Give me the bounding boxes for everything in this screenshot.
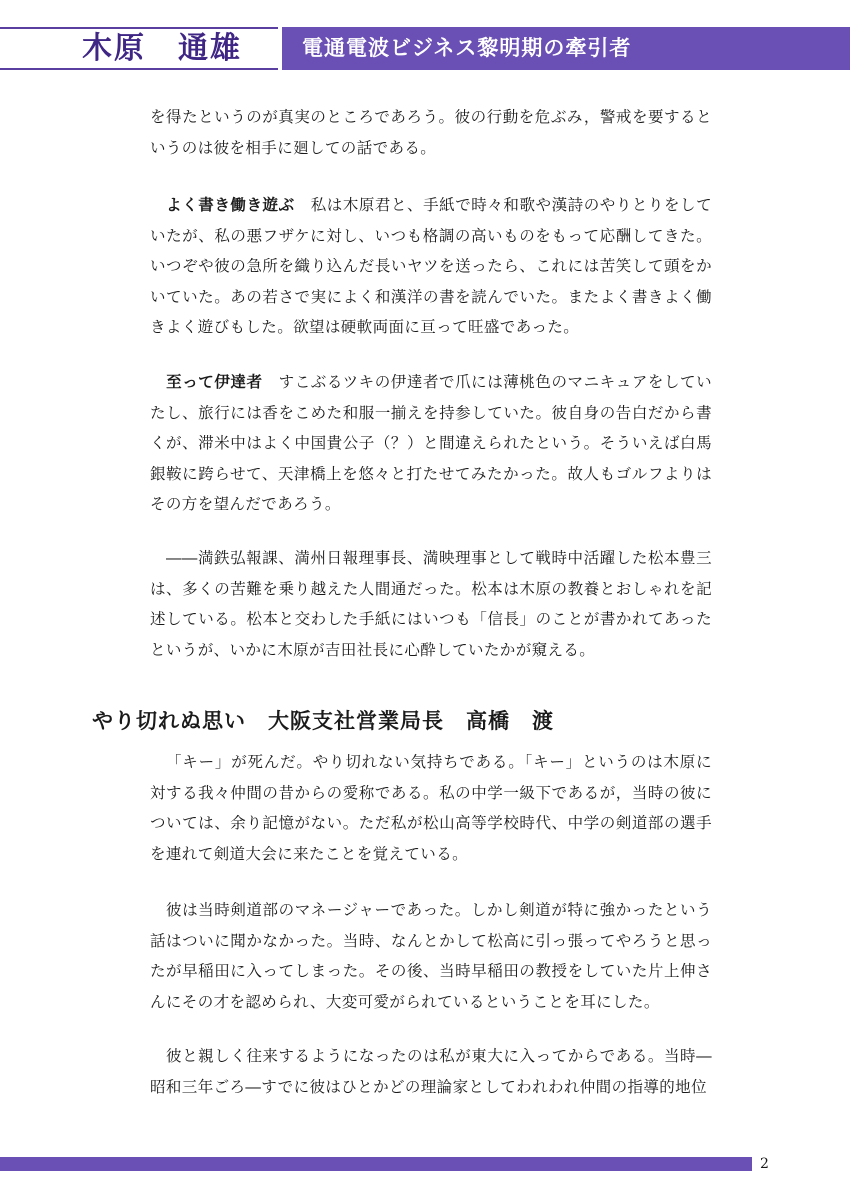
page-header [0, 27, 850, 70]
paragraph-text: 私は木原君と、手紙で時々和歌や漢詩のやりとりをしていたが、私の悪フザケに対し、いつも格調の高いものをもって応酬してきた。いつぞや彼の急所を織り込んだ長いヤツを送ったら、これには苦笑して頭をかいていた。あの若さで実によく和漢洋の書を読んでいた。またよく書きよく働きよく遊びもした。欲望は硬軟両面に亘って旺盛であった。 [150, 196, 713, 336]
section-paragraph-3 [150, 1041, 712, 1102]
paragraph-text: 彼は当時剣道部のマネージャーであった。しかし剣道が特に強かったという話はついに聞かなかった。当時、なんとかして松高に引っ張ってやろうと思ったが早稲田に入ってしまった。その後、当時早稲田の教授をしていた片上伸さんにその才を認められ、大変可愛がられているということを耳にした。 [150, 901, 712, 1011]
paragraph-write-work-play [150, 190, 712, 343]
paragraph-matsumoto [150, 543, 712, 665]
paragraph-text: を得たというのが真実のところであろう。彼の行動を危ぶみ，警戒を要するというのは彼を相手に廻しての話である。 [150, 108, 712, 157]
paragraph-text: 「キー」が死んだ。やり切れない気持ちである。「キー」というのは木原に対する我々仲間の昔からの愛称である。私の中学一級下であるが，当時の彼については、余り記憶がない。ただ私が松山高等学校時代、中学の剣道部の選手を連れて剣道大会に来たことを覚えている。 [150, 753, 712, 863]
page-number: 2 [760, 1156, 769, 1172]
paragraph-dandy [150, 367, 712, 520]
section-title: やり切れぬ思い 大阪支社営業局長 高橋 渡 [92, 708, 554, 733]
section-paragraph-1 [150, 747, 712, 869]
header-subtitle-box [282, 27, 850, 70]
paragraph-lead: よく書き働き遊ぶ [166, 196, 295, 214]
header-subtitle: 電通電波ビジネス黎明期の牽引者 [302, 36, 632, 60]
header-name-box [0, 27, 278, 70]
paragraph-text: ――満鉄弘報課、満州日報理事長、満映理事として戦時中活躍した松本豊三は、多くの苦難を乗り越えた人間通だった。松本は木原の教養とおしゃれを記述している。松本と交わした手紙にはいつも「信長」のことが書かれてあったというが、いかに木原が吉田社長に心酔していたかが窺える。 [150, 549, 712, 659]
paragraph-text: 彼と親しく往来するようになったのは私が東大に入ってからである。当時―昭和三年ごろ―すでに彼はひとかどの理論家としてわれわれ仲間の指導的地位 [150, 1047, 712, 1096]
paragraph-lead: 至って伊達者 [166, 373, 263, 391]
paragraph-text: すこぶるツキの伊達者で爪には薄桃色のマニキュアをしていたし、旅行には香をこめた和服一揃えを持参していた。彼自身の告白だから書くが、滞米中はよく中国貴公子（？）と間違えられたという。そういえば白馬銀鞍に跨らせて、天津橋上を悠々と打たせてみたかった。故人もゴルフよりはその方を望んだであろう。 [150, 373, 712, 513]
header-name: 木原 通雄 [82, 31, 242, 66]
section-paragraph-2 [150, 895, 712, 1017]
paragraph-continuation [150, 102, 712, 163]
footer-bar [0, 1157, 752, 1171]
